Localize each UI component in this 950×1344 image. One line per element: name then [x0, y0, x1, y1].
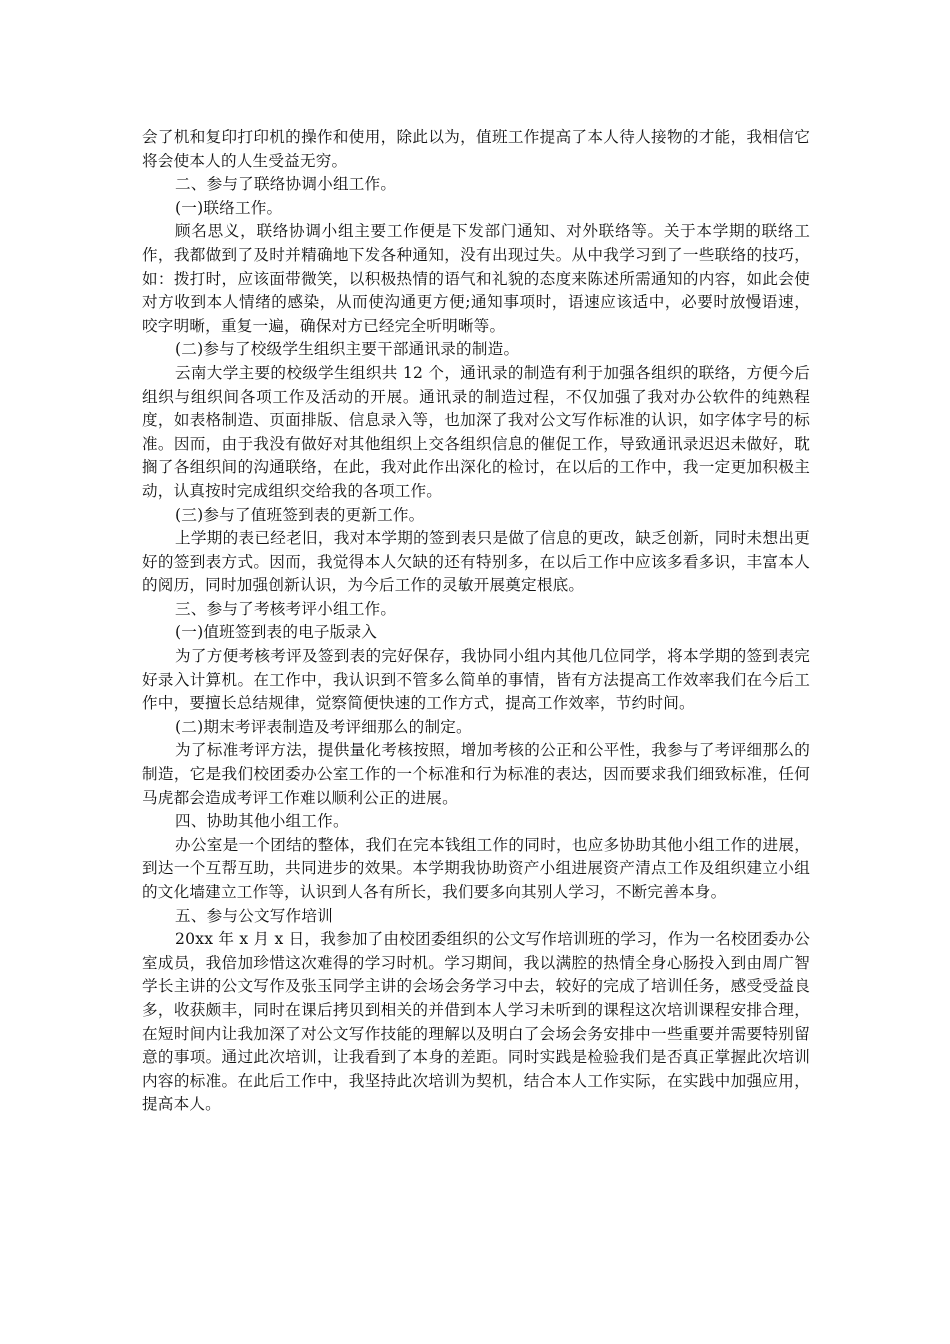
subheading-evaluation: (二)期末考评表制造及考评细那么的制定。 — [175, 717, 472, 736]
section-heading-4: 四、协助其他小组工作。 — [175, 812, 349, 831]
section-heading-5: 五、参与公文写作培训 — [175, 906, 333, 925]
subheading-directory: (二)参与了校级学生组织主要干部通讯录的制造。 — [175, 340, 520, 359]
paragraph-signin-update: 上学期的表已经老旧，我对本学期的签到表只是做了信息的更改，缺乏创新，同时未想出更好的签到表方式。因而，我觉得本人欠缺的还有特别多，在以后工作中应该多看多识，丰富本人的阅历，同时加强创新认识，为今后工作的灵敏开展奠定根底。 — [142, 529, 810, 595]
document-body — [142, 126, 810, 1117]
paragraph-liaison: 顾名思义，联络协调小组主要工作便是下发部门通知、对外联络等。关于本学期的联络工作，我都做到了及时并精确地下发各种通知，没有出现过失。从中我学习到了一些联络的技巧，如：拨打时，应该面带微笑，以积极热情的语气和礼貌的态度来陈述所需通知的内容，如此会使对方收到本人情绪的感染，从而使沟通更方便;通知事项时，语速应该适中，必要时放慢语速，咬字明晰，重复一遍，确保对方已经完全听明晰等。 — [142, 222, 810, 335]
paragraph-1: 会了机和复印打印机的操作和使用，除此以为，值班工作提高了本人待人接物的才能，我相信它将会使本人的人生受益无穷。 — [142, 128, 810, 170]
paragraph-signin-entry: 为了方便考核考评及签到表的完好保存，我协同小组内其他几位同学，将本学期的签到表完好录入计算机。在工作中，我认识到不管多么简单的事情，皆有方法提高工作效率我们在今后工作中，要擅长总结规律，觉察简便快速的工作方式，提高工作效率，节约时间。 — [142, 647, 810, 713]
paragraph-training: 20xx 年 x 月 x 日，我参加了由校团委组织的公文写作培训班的学习，作为一名校团委办公室成员，我倍加珍惜这次难得的学习时机。学习期间，我以满腔的热情全身心肠投入到由周广智学长主讲的公文写作及张玉同学主讲的会场会务学习中去，较好的完成了培训任务，感受受益良多，收获颇丰，同时在课后拷贝到相关的并借到本人学习未听到的课程这次培训课程安排合理，在短时间内让我加深了对公文写作技能的理解以及明白了会场会务安排中一些重要并需要特别留意的事项。通过此次培训，让我看到了本身的差距。同时实践是检验我们是否真正掌握此次培训内容的标准。在此后工作中，我坚持此次培训为契机，结合本人工作实际，在实践中加强应用，提高本人。 — [142, 930, 810, 1114]
paragraph-assist: 办公室是一个团结的整体，我们在完本钱组工作的同时，也应多协助其他小组工作的进展，到达一个互帮互助，共同进步的效果。本学期我协助资产小组进展资产清点工作及组织建立小组的文化墙建立工作等，认识到人各有所长，我们要多向其别人学习，不断完善本身。 — [142, 835, 810, 901]
section-heading-2: 二、参与了联络协调小组工作。 — [175, 175, 397, 194]
paragraph-directory: 云南大学主要的校级学生组织共 12 个，通讯录的制造有利于加强各组织的联络，方便今后组织与组织间各项工作及活动的开展。通讯录的制造过程，不仅加强了我对办公软件的纯熟程度，如表格制造、页面排版、信息录入等，也加深了我对公文写作标准的认识，如字体字号的标准。因而，由于我没有做好对其他组织上交各组织信息的催促工作，导致通讯录迟迟未做好，耽搁了各组织间的沟通联络，在此，我对此作出深化的检讨，在以后的工作中，我一定更加积极主动，认真按时完成组织交给我的各项工作。 — [142, 363, 810, 500]
section-heading-3: 三、参与了考核考评小组工作。 — [175, 599, 397, 618]
subheading-signin-update: (三)参与了值班签到表的更新工作。 — [175, 505, 425, 524]
subheading-liaison: (一)联络工作。 — [175, 198, 283, 217]
subheading-signin-entry: (一)值班签到表的电子版录入 — [175, 623, 378, 642]
paragraph-evaluation: 为了标准考评方法，提供量化考核按照，增加考核的公正和公平性，我参与了考评细那么的制造，它是我们校团委办公室工作的一个标准和行为标准的表达，因而要求我们细致标准，任何马虎都会造成考评工作难以顺利公正的进展。 — [142, 741, 810, 807]
